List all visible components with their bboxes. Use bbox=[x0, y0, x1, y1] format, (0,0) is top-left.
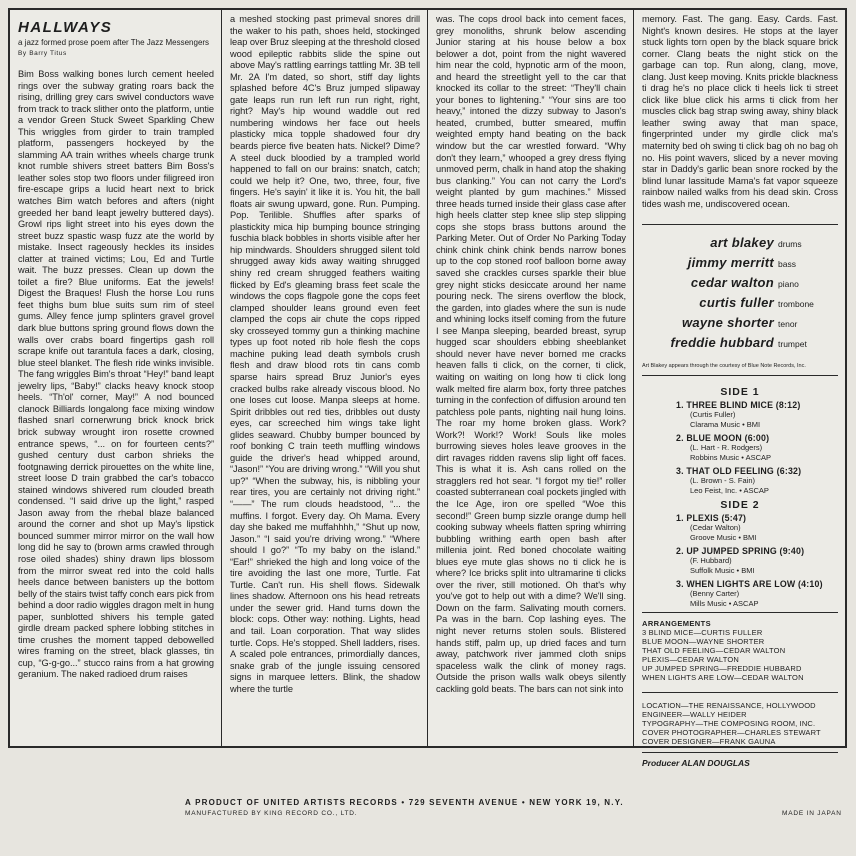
poem-text-col1: Bim Boss walking bones lurch cement heeled rings over the subway grating roars back the rising, drilling grey cars swivel conductors wave from track to track slither onto the platform, untie a vendor Green Stuck Sweet Sparkling Chew This wriggles from girder to train trampled platform, passengers hockeyed by the slamming AA train writhes wheels charge trunk knot rumble shivers street batters Bim Boss's leather soles stop two floors under filigreed iron fire-escape grips a lucid heart next to brick watches Bim watch befores and afters (night greeded her band leapt jewelry buttered days). Growl rips light street into his eyes down the street buzz spastic wasp fuzz ate the world by mistake. Insect rageously heckles its insides clatter at trained victims; Lou, Ed and Turtle wait. The buzz presses. Clean up down the toilet a fire? Blue uniforms. Eat the jewels! Digest the Braques! Flush the horse Lou runs feet thighs bum blue suits sum rim of steel gums. Alley fence jump splinters gravel grovel dark blue buttons spring ground flows down the walls over crabs board fingertips gash roll scrape knife out tarantula faces a dark, closing, blue steel blanket. The flesh ride winks invisible. The fang wriggles Bim's throat “Hey!” band leapt jewelry lips, “Baby!” clacks heavy knock stoop heels. “Th'ol' corner, May!” A nod bounced clanock Billiards longalong face mixing window flashed snarl cornerwrung brick knock brick brick subway wrought iron rosette crowned entrance spews, “... on for fourteen cents?” gushed century dust carbon shrieks the footgnawing derrick pirouettes on the white line, street loose D train grabbed the car's tobacco stained windows shivered rum clouded breath condensed. “I said drive up the light,” rasped Jason away from the rhebal blaze balanced around the corner and shot up May's lipstick bounced summer mirror mirror on the wall how long did he say to (brown arms crawled through rose oiled shades) shiny drawn lips blossom from the mirror sweat red into the cold halls heels dance between banisters up the bottom belly of the stairs twist taffy conch ears pick from behind a door radio wiggles dragon melt in hung paper, sunblotted shivers his temple gated girdle dream packed sphere lobbing stitches in time crushes the moment tapped debowelled wires framing on the street, black glasses, tin cup, “G-g-go...” stucco rains from a hat growing geranium. The naked radioed drum raises bbox=[18, 69, 214, 680]
musician-name: cedar walton bbox=[690, 275, 774, 291]
producer-credit: Producer ALAN DOUGLAS bbox=[642, 752, 838, 768]
track-item bbox=[676, 466, 838, 495]
liner-notes-frame bbox=[8, 8, 847, 769]
side-1-heading: SIDE 1 bbox=[720, 386, 760, 399]
footer-origin: MADE IN JAPAN bbox=[782, 810, 842, 817]
musician-instrument: drums bbox=[778, 239, 802, 250]
musician-name: curtis fuller bbox=[699, 295, 774, 311]
track-composer: (L. Brown - S. Fain) bbox=[690, 476, 756, 486]
courtesy-note: Art Blakey appears through the courtesy of Blue Note Records, Inc. bbox=[642, 363, 806, 370]
track-title: 3. THAT OLD FEELING (6:32) bbox=[676, 466, 802, 477]
personnel-entry bbox=[642, 273, 838, 293]
musician-name: jimmy merritt bbox=[687, 255, 774, 271]
arrangement-line: WHEN LIGHTS ARE LOW—CEDAR WALTON bbox=[642, 673, 804, 683]
credit-line: ENGINEER—WALLY HEIDER bbox=[642, 710, 747, 720]
arrangement-line: 3 BLIND MICE—CURTIS FULLER bbox=[642, 628, 763, 638]
production-credits bbox=[642, 692, 838, 746]
arrangements-block bbox=[642, 612, 838, 682]
track-item bbox=[676, 579, 838, 608]
track-item bbox=[676, 513, 838, 542]
column-2 bbox=[222, 10, 428, 746]
musician-instrument: trombone bbox=[778, 299, 814, 310]
track-title: 2. UP JUMPED SPRING (9:40) bbox=[676, 546, 805, 557]
track-composer: (L. Hart - R. Rodgers) bbox=[690, 443, 763, 453]
credit-line: COVER DESIGNER—FRANK GAUNA bbox=[642, 737, 776, 747]
credit-line: LOCATION—THE RENAISSANCE, HOLLYWOOD bbox=[642, 701, 816, 711]
personnel-entry bbox=[642, 293, 838, 313]
author-credit: By Barry Titus bbox=[18, 50, 67, 57]
track-publisher: Robbins Music • ASCAP bbox=[690, 452, 771, 462]
musician-instrument: piano bbox=[778, 279, 799, 290]
track-title: 1. PLEXIS (5:47) bbox=[676, 513, 747, 524]
footer-manufacturer: MANUFACTURED BY KING RECORD CO., LTD. bbox=[185, 810, 358, 817]
credit-line: TYPOGRAPHY—THE COMPOSING ROOM, INC. bbox=[642, 719, 816, 729]
personnel-entry bbox=[642, 333, 838, 353]
track-publisher: Mills Music • ASCAP bbox=[690, 598, 759, 608]
arrangements-heading: ARRANGEMENTS bbox=[642, 619, 711, 629]
track-publisher: Leo Feist, Inc. • ASCAP bbox=[690, 485, 769, 495]
musician-instrument: tenor bbox=[778, 319, 798, 330]
subtitle-text: a jazz formed prose poem after The Jazz Messengers bbox=[18, 38, 210, 47]
track-publisher: Clarama Music • BMI bbox=[690, 419, 761, 429]
track-item bbox=[676, 433, 838, 462]
track-composer: (F. Hubbard) bbox=[690, 556, 732, 566]
column-1 bbox=[10, 10, 222, 746]
footer-address: A PRODUCT OF UNITED ARTISTS RECORDS • 729 SEVENTH AVENUE • NEW YORK 19, N.Y. bbox=[185, 798, 624, 807]
column-3 bbox=[428, 10, 634, 746]
track-composer: (Benny Carter) bbox=[690, 589, 740, 599]
track-item bbox=[676, 400, 838, 429]
arrangement-line: UP JUMPED SPRING—FREDDIE HUBBARD bbox=[642, 664, 802, 674]
poem-text-col2: a meshed stocking past primeval snores drill the waker to his path, shoes held, stockinged leap over Bruz sleeping at the threshold closed wood epileptic rabbits slide the spine out above May's rattling earrings tattling Mr. 3B tell Mr. 2A I'm dated, so short, stiff day lights splashed before 4C's Bruz jumped slipaway gate leaps run run left run run right, right, right? May's hip wound waddle out red numbering windows her face out heels plasticky mica topple shadowed four dry beards pierce five beaten hats. Nickel? Dime? A steel duck bloodied by a trampled world happened to fall on our brains: snatch, catch; could we help it? One, two, three, four, five fingers. He's sayin' it like it is. You hit, the ball floats air swung upward, gone. Run. Pumping. Pop. Terilible. Shuffles after sparks of plastickity mica hip bumping bounce stringing fuschia black bobbles in shorts visible after her hip mindwards. Shoulders shrugged silent told shrugged away kids away waiting shrugged shiny red cream shrugged feathers waiting flicked by Ed's gleaming brass feet scale the windows the cops flagpole gone the cops feet clamped shoulder leans ground even feet clamped the cops air chute the cops ripped sky crosseyed tommy gun a thinking machine types up foot noted rib hole flesh the cops machine puking lead death symbols crush flesh and draw blood rots tin cans comb sparse hairs spread Bruz Junior's eyes cracked bulbs rake already viscous blood. No one loses cut loose. Manpa sleeps at home. Spirit dribbles out red ties, dribbles out dusty eyes, car screeched him wings take light glides seaward. Chubby bumper bounced by roof bonking C train teeth muffling windows guide the driver's head whipped around, “Jason!” “You are driving wrong.” “Will you shut up?” “When the subway, his, is nibbling your rear tires, you are certainly not driving right.” “——” The rum clouds headstood, “... the muffins. I forgot. Every day. Oh Mama. Every day she baked me muffahhhh,” “Shut up now, Jason.” “I said you're driving wrong.” “Where should I go?” “To my baby on the island.” “Ear!” shrieked the high and long voice of the tire avoiding the last one more, Turtle. Fat Turtle. Can't run. His shell flows. Sidewalk lines shadow. Afternoon ons his head retreats under the sewer grid. Hand turns down the block: cops. Other way: nothing. Lights, head and tail. Loan corporation. That way slides turtle. Cops. He's stopped. Shell ladders, rises. A scaled pole entrances, primordially dances, snake grab of the jungle issuing censored signs in marquee letters. Blink, the shadow where the turtle bbox=[230, 14, 420, 694]
personnel-entry bbox=[642, 233, 838, 253]
track-title: 2. BLUE MOON (6:00) bbox=[676, 433, 770, 444]
musician-name: art blakey bbox=[710, 235, 774, 251]
arrangement-line: THAT OLD FEELING—CEDAR WALTON bbox=[642, 646, 786, 656]
personnel-list bbox=[642, 224, 838, 375]
musician-instrument: bass bbox=[778, 259, 796, 270]
musician-instrument: trumpet bbox=[778, 339, 807, 350]
track-title: 3. WHEN LIGHTS ARE LOW (4:10) bbox=[676, 579, 823, 590]
track-publisher: Suffolk Music • BMI bbox=[690, 565, 755, 575]
musician-name: wayne shorter bbox=[681, 315, 774, 331]
credit-line: COVER PHOTOGRAPHER—CHARLES STEWART bbox=[642, 728, 821, 738]
track-item bbox=[676, 546, 838, 575]
side-2-heading: SIDE 2 bbox=[720, 499, 760, 512]
personnel-entry bbox=[642, 253, 838, 273]
track-composer: (Cedar Walton) bbox=[690, 523, 741, 533]
arrangement-line: PLEXIS—CEDAR WALTON bbox=[642, 655, 740, 665]
poem-text-col4: memory. Fast. The gang. Easy. Cards. Fast. Night's known desires. He stops at the layer stuck lights torn open by the black square brick corner. Clang beats the night stick on the garbage can top. Run along, clang, move, clang. Just keep moving. Knits prickle blackness ti drag he's no place click ti heels lick ti street click like blue click his arms ti click from her muscles click bag strap swing away, shiny black leather swing away that man space, fingerprinted under my girdle click ma's maternity bed oh swing ti click bag oh no bag oh no. His point wavers, sliced by a never moving star in Daddy's garlic bean snore rocked by the blind lunar lassitude Mama's fat vapor squeeze rainbow nailed walks from his dead skin. Cross tides wash me, undiscovered ocean. bbox=[642, 14, 838, 209]
track-publisher: Groove Music • BMI bbox=[690, 532, 757, 542]
track-title: 1. THREE BLIND MICE (8:12) bbox=[676, 400, 801, 411]
arrangement-line: BLUE MOON—WAYNE SHORTER bbox=[642, 637, 765, 647]
track-listing bbox=[642, 375, 838, 608]
personnel-entry bbox=[642, 313, 838, 333]
poem-subtitle bbox=[18, 38, 214, 59]
track-composer: (Curtis Fuller) bbox=[690, 410, 736, 420]
musician-name: freddie hubbard bbox=[670, 335, 774, 351]
column-4 bbox=[634, 10, 845, 769]
poem-title: HALLWAYS bbox=[18, 19, 113, 36]
poem-text-col3: was. The cops drool back into cement faces, grey monoliths, shrunk below ascending Junior staring at his house below a box belower a dot, point from the night wavered him near the cold, hypnotic arm of the moon, and heard the streetlight yell to the car that knocked its collar to the street: “They'll chain your bones to lightening.” “Your sins are too heavy,” intoned the dizzy subway to Jason's heated, crumbed, butter smeared, muffin weighted empty hand beating on the back window but the car wrestled forward. “Why don't they learn,” whooped a grey dress flying unmoved perm, chalk in hand atop the shaking bus clanking.” You can not carry the Lord's weight planted by gum machines.” Missed three heads turned inside their glass case after high heels clatter step knee slip step slipping cops she stops brass buttons around the Parking Meter. Out of Order No Parking Today chink chink chink chink bends narrow bones up to the cop stoned roof balloon borne away saved she crackles curses sparkle their blue grey night sticks desiccate around her name pouring neck. The sirens overflow the block, the garden, into glades where the sun is nude and whining locks itself coming from the future I see Manpa sleeping, bearded breast, syrup hugged scar shoulders ebbing sheeblanket should never have never borned me cracks heaven falls ti click, on the corner, ti click, waiting on waiting on long how ti click long walk melted fire alarm box, forty three patches turning in the confection of diffusion around ten patchless pole pants, nighting nail hung loins. The roar my home broken glass. Work? Work?! Work!? Work! Souls like moles burrowing sieves holes leave grooves in the dirt ravages ridden ravens slip light off faces. This is what it is. Ash cans rolled on the stragglers red hot sear. “I forgot my tie!” roller coasted subterranean coal pockets jingled with the Ice Age, iron ore spelled “Woe this second!” Green bump sizzle orange dump hell cooking subway wheels flatten spring whirring bubbling writhing earth open bash after millenia joint. Red boned chocolate waiting blues eye mute glas shows no ti click he is where? Ice bricks split into ultramarine ti clicks over the river, still motioned. Oh that's why you've got to help out with a dime? We'll sing. Down on the farm. Salivating mouth corners. Pa was in the barn. Cop lashing eyes. The night never returns stolen souls. Blistered hands stiff, palm up, up dried faces and turn away, patchwork river jammed cloth snips spaceless walk the clink of money rags. Outside the prison walls walk obeys silently cackling gold beats. The bars can not sink into bbox=[436, 14, 626, 694]
